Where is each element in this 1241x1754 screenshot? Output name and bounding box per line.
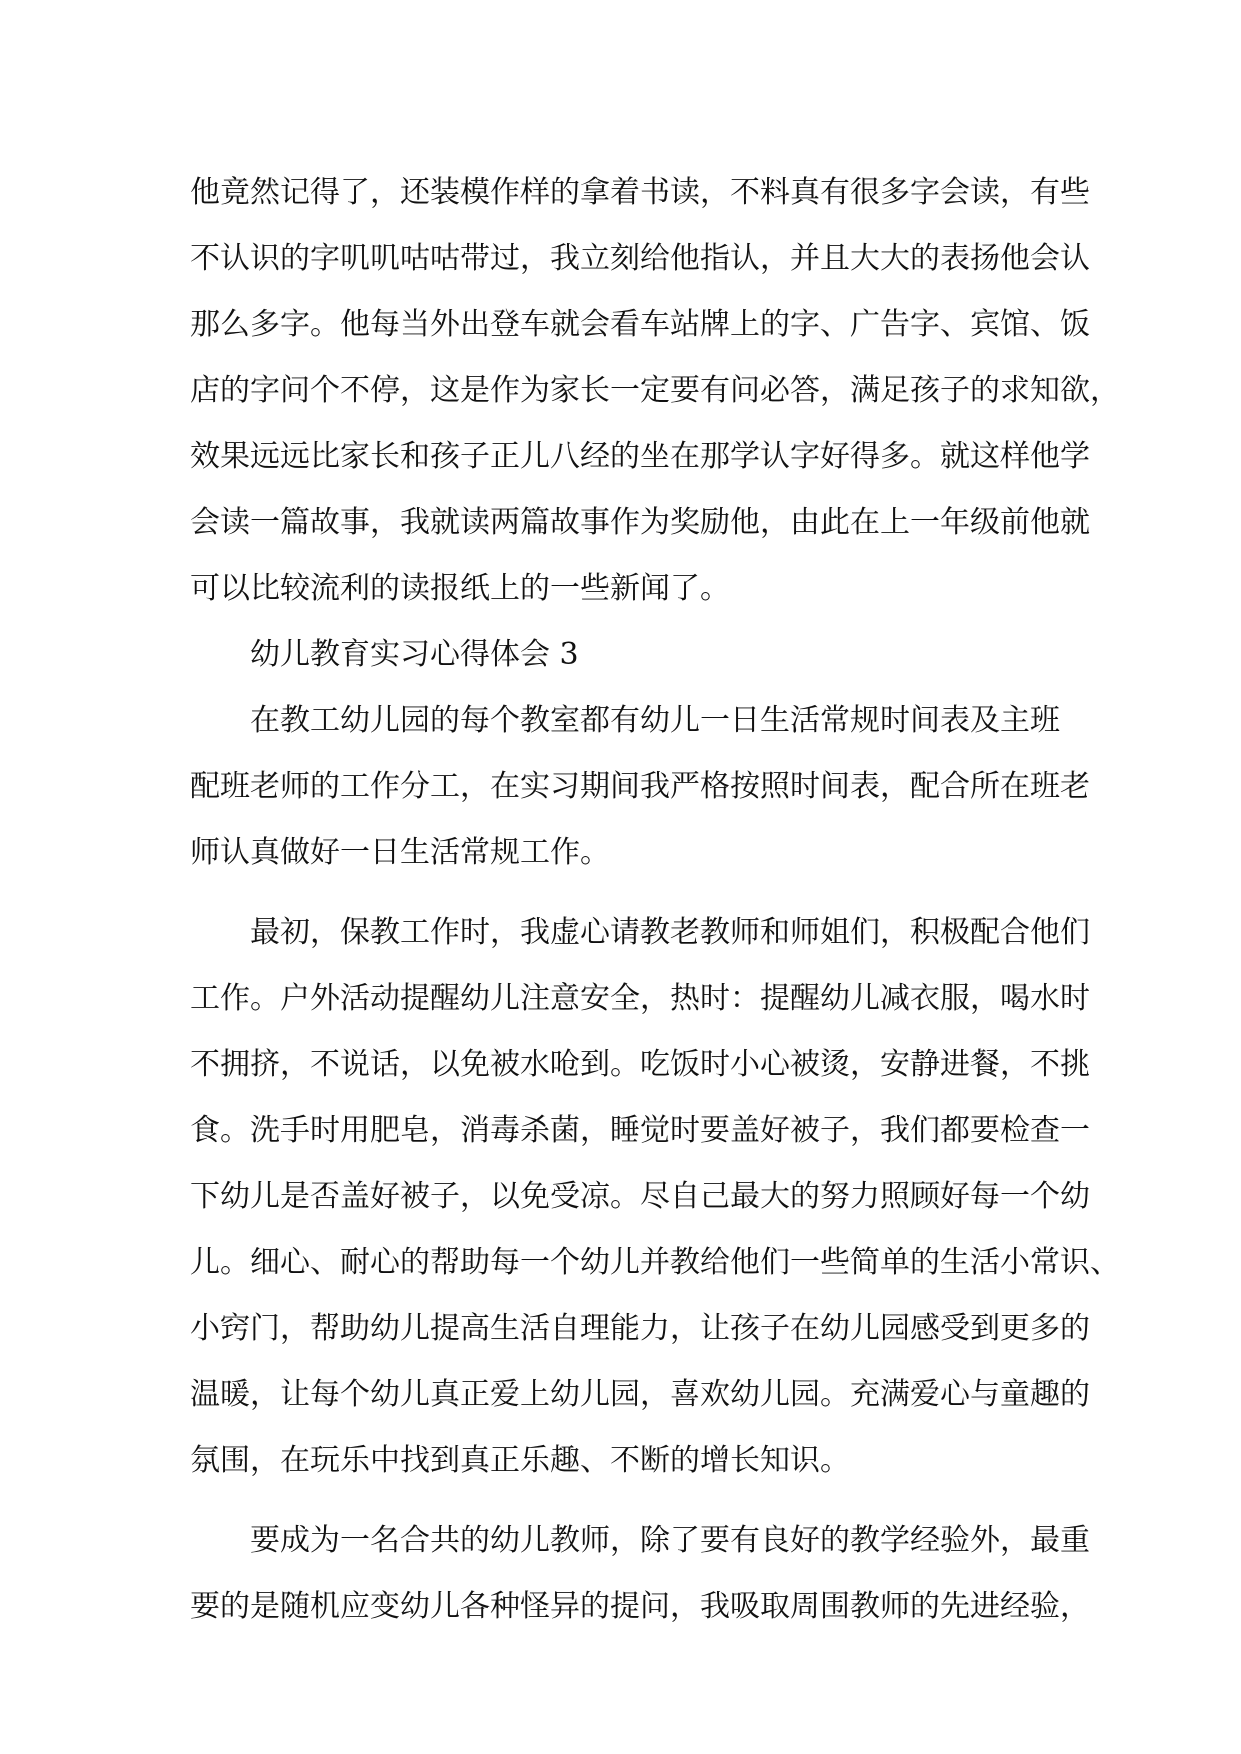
document-body [190,160,1120,1640]
paragraph [190,1508,1090,1640]
text-line: 工作。户外活动提醒幼儿注意安全，热时：提醒幼儿减衣服，喝水时 [190,981,1090,1016]
text-line: 配班老师的工作分工，在实习期间我严格按照时间表，配合所在班老 [190,769,1090,804]
paragraph-continuation [190,160,1120,622]
text-line: 师认真做好一日生活常规工作。 [190,835,610,870]
section-heading [190,622,1050,688]
text-line: 会读一篇故事，我就读两篇故事作为奖励他，由此在上一年级前他就 [190,505,1090,540]
text-line: 他竟然记得了，还装模作样的拿着书读，不料真有很多字会读，有些 [190,175,1090,210]
paragraph [190,900,1120,1494]
text-line: 要的是随机应变幼儿各种怪异的提问，我吸取周围教师的先进经验， [190,1589,1090,1624]
text-line: 不认识的字叽叽咕咕带过，我立刻给他指认，并且大大的表扬他会认 [190,241,1090,276]
text-line: 在教工幼儿园的每个教室都有幼儿一日生活常规时间表及主班 [250,703,1060,738]
text-line: 氛围，在玩乐中找到真正乐趣、不断的增长知识。 [190,1443,850,1478]
text-line: 效果远远比家长和孩子正儿八经的坐在那学认字好得多。就这样他学 [190,439,1090,474]
paragraph-spacer [190,1494,1050,1508]
paragraph [190,688,1090,886]
text-line: 小窍门，帮助幼儿提高生活自理能力，让孩子在幼儿园感受到更多的 [190,1311,1090,1346]
paragraph-spacer [190,886,1050,900]
text-line: 最初，保教工作时，我虚心请教老教师和师姐们，积极配合他们 [250,915,1090,950]
text-line: 可以比较流利的读报纸上的一些新闻了。 [190,571,730,606]
heading-text: 幼儿教育实习心得体会 3 [250,637,579,672]
text-line: 要成为一名合共的幼儿教师，除了要有良好的教学经验外，最重 [250,1523,1090,1558]
text-line: 儿。细心、耐心的帮助每一个幼儿并教给他们一些简单的生活小常识、 [190,1245,1120,1280]
text-line: 温暖，让每个幼儿真正爱上幼儿园，喜欢幼儿园。充满爱心与童趣的 [190,1377,1090,1412]
text-line: 下幼儿是否盖好被子，以免受凉。尽自己最大的努力照顾好每一个幼 [190,1179,1090,1214]
text-line: 食。洗手时用肥皂，消毒杀菌，睡觉时要盖好被子，我们都要检查一 [190,1113,1090,1148]
text-line: 那么多字。他每当外出登车就会看车站牌上的字、广告字、宾馆、饭 [190,307,1090,342]
text-line: 店的字问个不停，这是作为家长一定要有问必答，满足孩子的求知欲， [190,373,1120,408]
text-line: 不拥挤，不说话，以免被水呛到。吃饭时小心被烫，安静进餐，不挑 [190,1047,1090,1082]
